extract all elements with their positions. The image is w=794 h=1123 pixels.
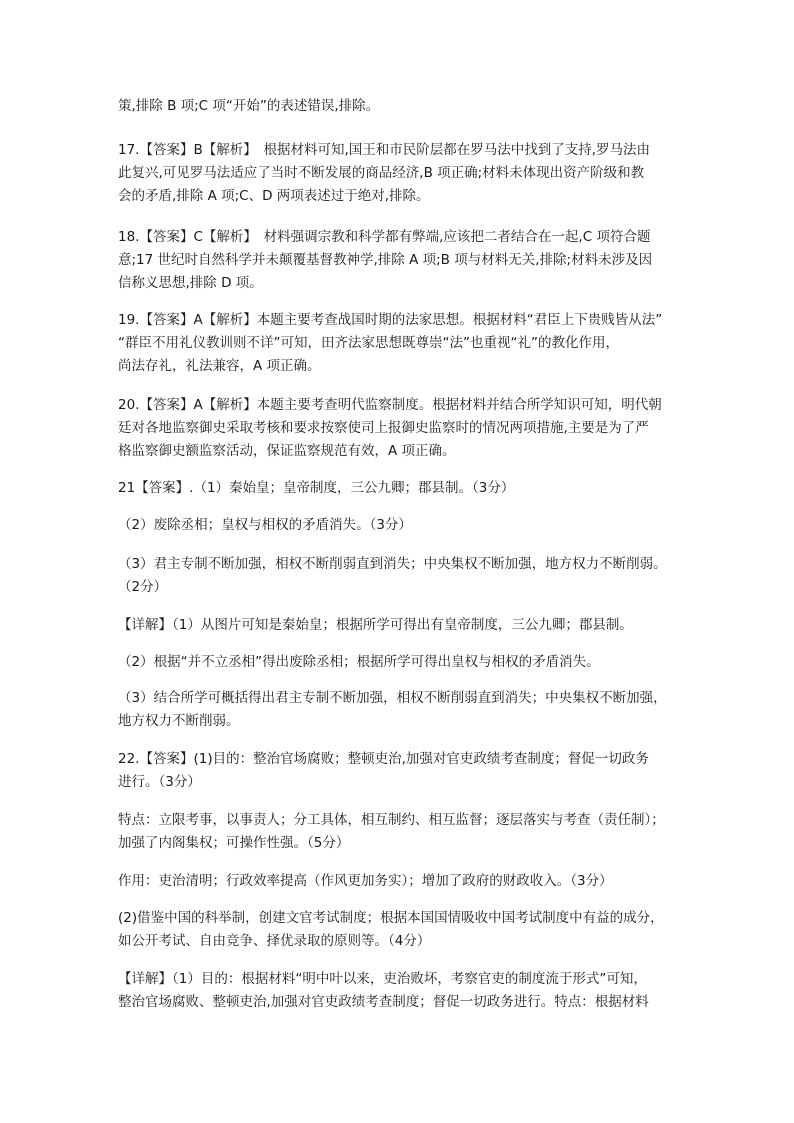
paragraph-22-features: [118, 809, 678, 855]
paragraph-21-detail2: [118, 651, 678, 674]
text-line: 特点：立限考事，以事责人；分工具体，相互制约、相互监督；逐层落实与考查（责任制）；: [118, 812, 665, 828]
text-line: 18.【答案】C【解析】 材料强调宗教和科学都有弊端,应该把二者结合在一起,C 项符合题: [118, 229, 651, 245]
paragraph-17: [118, 139, 678, 208]
paragraph-22-answer1: [118, 748, 678, 794]
text-line: （3）君主专制不断加强，相权不断削弱直到消失；中央集权不断加强，地方权力不断削弱。: [118, 556, 667, 572]
text-line: （2）废除丞相；皇权与相权的矛盾消失。（3分）: [118, 517, 412, 533]
text-line: （3）结合所学可概括得出君主专制不断加强，相权不断削弱直到消失；中央集权不断加强，: [118, 690, 667, 706]
text-line: 【详解】（1）从图片可知是秦始皇；根据所学可得出有皇帝制度，三公九卿；郡县制。: [118, 617, 633, 633]
text-line: 会的矛盾,排除 A 项;C、D 两项表述过于绝对,排除。: [118, 188, 430, 204]
text-line: 格监察御史额监察活动，保证监察规范有效，A 项正确。: [118, 443, 456, 459]
paragraph-16-tail: [118, 95, 678, 118]
paragraph-20: [118, 394, 678, 463]
text-line: 尚法存礼，礼法兼容，A 项正确。: [118, 358, 321, 374]
paragraph-21-answer: [118, 477, 678, 500]
paragraph-22-answer2: [118, 907, 678, 953]
text-line: 此复兴,可见罗马法适应了当时不断发展的商品经济,B 项正确;材料未体现出资产阶级和教: [118, 165, 645, 181]
paragraph-21-detail3: [118, 687, 678, 733]
text-line: 整治官场腐败、整顿吏治,加强对官吏政绩考查制度；督促一切政务进行。特点：根据材料: [118, 994, 649, 1010]
text-line: (2)借鉴中国的科举制，创建文官考试制度；根据本国国情吸收中国考试制度中有益的成分，: [118, 910, 664, 926]
text-line: 如公开考试、自由竞争、择优录取的原则等。（4分）: [118, 933, 431, 949]
text-line: 【详解】（1）目的：根据材料“明中叶以来，吏治败坏，考察官吏的制度流于形式”可知，: [118, 971, 647, 987]
paragraph-22-detail: [118, 968, 678, 1014]
paragraph-22-effect: [118, 870, 678, 893]
text-line: 地方权力不断削弱。: [118, 713, 240, 729]
text-line: 20.【答案】A【解析】本题主要考查明代监察制度。根据材料并结合所学知识可知，明代朝: [118, 397, 662, 413]
text-line: “群臣不用礼仪教训则不详”可知，田齐法家思想既尊崇“法”也重视“礼”的教化作用，: [118, 335, 619, 351]
text-line: 廷对各地监察御史采取考核和要求按察使司上报御史监察时的情况两项措施,主要是为了严: [118, 420, 649, 436]
paragraph-21-part2: [118, 514, 678, 537]
text-line: 22.【答案】(1)目的：整治官场腐败；整顿吏治,加强对官吏政绩考查制度；督促一切政务: [118, 751, 649, 767]
paragraph-21-detail1: [118, 614, 678, 637]
text-line: 进行。（3分）: [118, 774, 201, 790]
text-line: 17.【答案】B【解析】 根据材料可知,国王和市民阶层都在罗马法中找到了支持,罗马法由: [118, 142, 651, 158]
paragraph-19: [118, 309, 678, 378]
text-line: 策,排除 B 项;C 项“开始”的表述错误,排除。: [118, 98, 380, 114]
paragraph-18: [118, 226, 678, 295]
text-line: 作用：吏治清明；行政效率提高（作风更加务实）；增加了政府的财政收入。（3分）: [118, 873, 613, 889]
text-line: （2分）: [118, 579, 168, 595]
text-line: 意;17 世纪时自然科学并未颠覆基督教神学,排除 A 项;B 项与材料无关,排除;材料未涉及因: [118, 252, 653, 268]
text-line: 加强了内阁集权；可操作性强。（5分）: [118, 835, 350, 851]
paragraph-21-part3: [118, 553, 678, 599]
text-line: 21【答案】.（1）秦始皇；皇帝制度，三公九卿；郡县制。（3分）: [118, 480, 515, 496]
text-line: 19.【答案】A【解析】本题主要考查战国时期的法家思想。根据材料“君臣上下贵贱皆从法”: [118, 312, 663, 328]
text-line: （2）根据“并不立丞相”得出废除丞相；根据所学可得出皇权与相权的矛盾消失。: [118, 654, 600, 670]
text-line: 信称义思想,排除 D 项。: [118, 275, 263, 291]
